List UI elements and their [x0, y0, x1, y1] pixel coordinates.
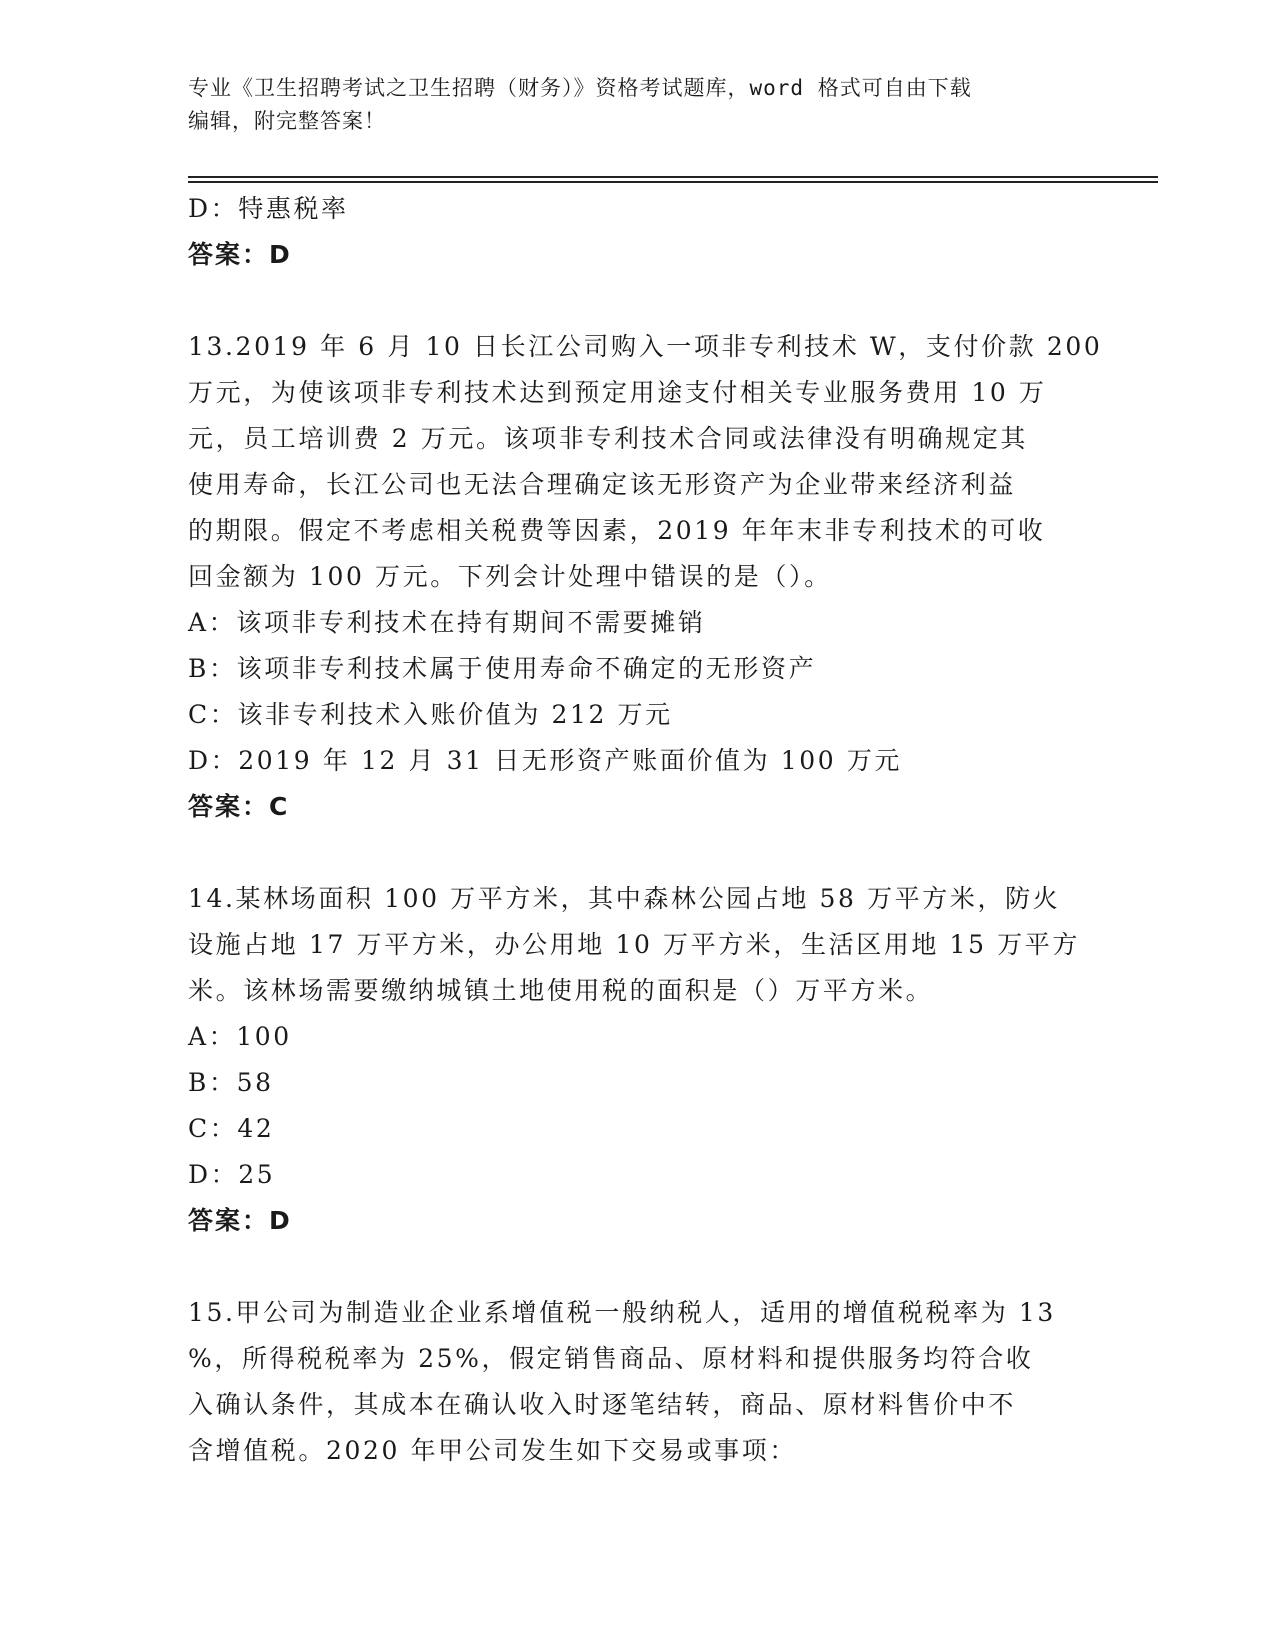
- option-d: D：25: [188, 1160, 276, 1189]
- document-header: [188, 72, 1088, 138]
- answer-line: 答案：D: [188, 240, 292, 269]
- option-b: B：58: [188, 1068, 274, 1097]
- header-divider-top: [188, 176, 1158, 178]
- header-line-2: 编辑，附完整答案！: [188, 109, 386, 133]
- option-c: C：该非专利技术入账价值为 212 万元: [188, 700, 673, 729]
- question-text-line: 入确认条件，其成本在确认收入时逐笔结转，商品、原材料售价中不: [188, 1390, 1017, 1419]
- question-12-tail: [188, 186, 1088, 278]
- question-text-line: 回金额为 100 万元。下列会计处理中错误的是（）。: [188, 562, 832, 591]
- spacer: [188, 830, 1088, 876]
- question-15: [188, 1290, 1088, 1474]
- header-divider-bottom: [188, 181, 1158, 183]
- question-text-line: 万元，为使该项非专利技术达到预定用途支付相关专业服务费用 10 万: [188, 378, 1047, 407]
- answer-line: 答案：C: [188, 792, 290, 821]
- question-text-line: 含增值税。2020 年甲公司发生如下交易或事项：: [188, 1436, 797, 1465]
- question-text-line: 元，员工培训费 2 万元。该项非专利技术合同或法律没有明确规定其: [188, 424, 1029, 453]
- question-text-line: 的期限。假定不考虑相关税费等因素，2019 年年末非专利技术的可收: [188, 516, 1046, 545]
- document-content: [188, 186, 1103, 1474]
- answer-line: 答案：D: [188, 1206, 292, 1235]
- option-c: C：42: [188, 1114, 275, 1143]
- question-text-line: 使用寿命，长江公司也无法合理确定该无形资产为企业带来经济利益: [188, 470, 1017, 499]
- question-text-line: %，所得税税率为 25%，假定销售商品、原材料和提供服务均符合收: [188, 1344, 1034, 1373]
- question-text-line: 设施占地 17 万平方米，办公用地 10 万平方米，生活区用地 15 万平方: [188, 930, 1080, 959]
- question-text-line: 13.2019 年 6 月 10 日长江公司购入一项非专利技术 W，支付价款 200: [188, 332, 1103, 361]
- question-text-line: 14.某林场面积 100 万平方米，其中森林公园占地 58 万平方米，防火: [188, 884, 1061, 913]
- spacer: [188, 278, 1088, 324]
- question-13: [188, 324, 1103, 830]
- option-a: A：100: [188, 1022, 292, 1051]
- question-14: [188, 876, 1088, 1244]
- option-b: B：该项非专利技术属于使用寿命不确定的无形资产: [188, 654, 817, 683]
- header-line-1: 专业《卫生招聘考试之卫生招聘（财务）》资格考试题库，word 格式可自由下载: [188, 76, 972, 100]
- option-d: D：2019 年 12 月 31 日无形资产账面价值为 100 万元: [188, 746, 903, 775]
- option-d: D：特惠税率: [188, 194, 349, 223]
- question-text-line: 米。该林场需要缴纳城镇土地使用税的面积是（）万平方米。: [188, 976, 934, 1005]
- question-text-line: 15.甲公司为制造业企业系增值税一般纳税人，适用的增值税税率为 13: [188, 1298, 1056, 1327]
- option-a: A：该项非专利技术在持有期间不需要摊销: [188, 608, 706, 637]
- spacer: [188, 1244, 1088, 1290]
